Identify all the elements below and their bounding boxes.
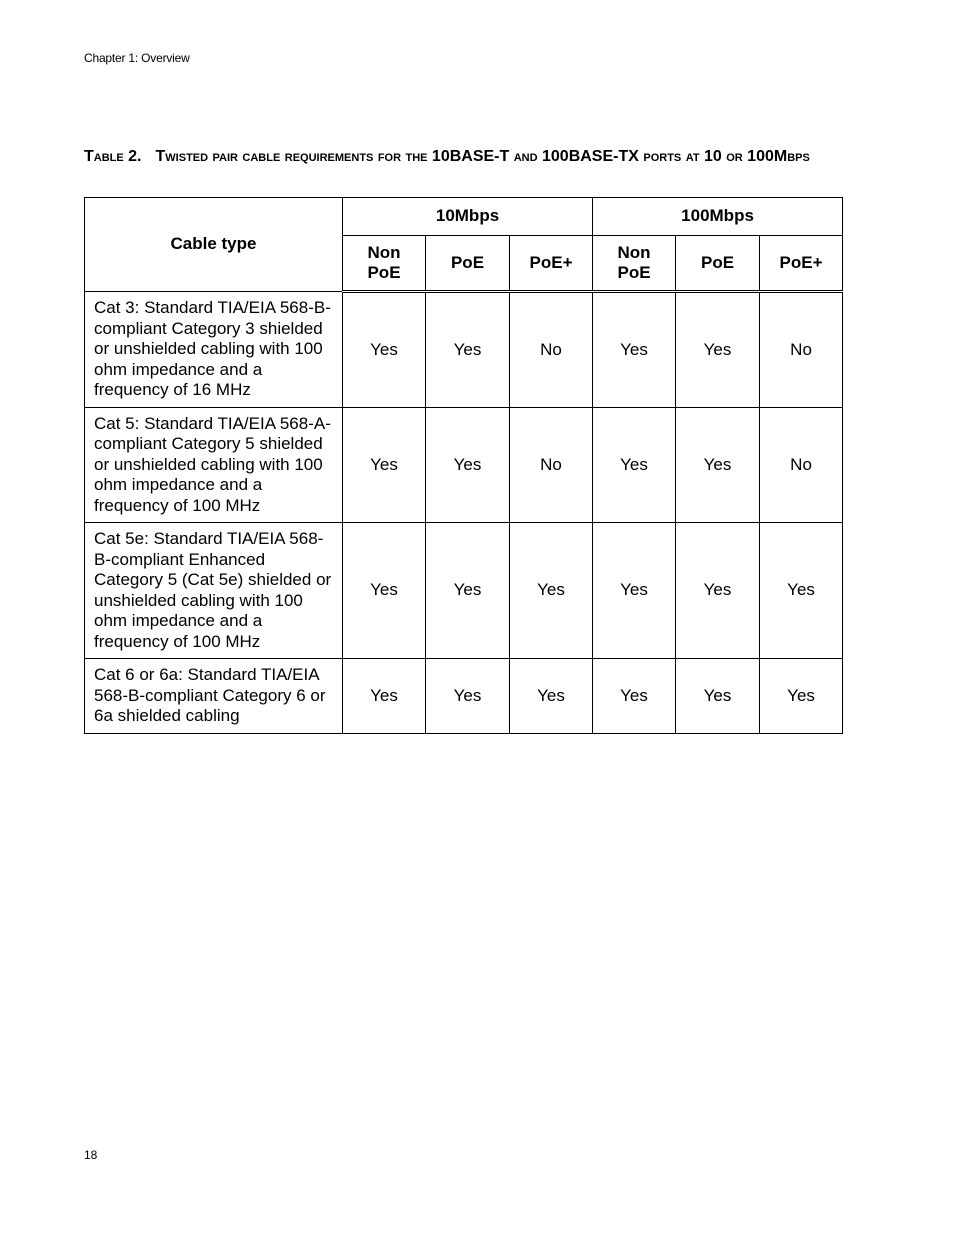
subheader-10-poe: PoE: [426, 236, 510, 292]
cable-description: Cat 5e: Standard TIA/EIA 568-B-compliant Enhanced Category 5 (Cat 5e) shielded or unshielded cabling with 100 ohm impedance and a frequency of 100 MHz: [85, 523, 343, 659]
table-cell: Yes: [593, 292, 676, 408]
table-cell: Yes: [593, 523, 676, 659]
table-cell: Yes: [426, 523, 510, 659]
table-cell: Yes: [760, 659, 843, 734]
table-row: [85, 407, 843, 523]
table-cell: No: [760, 292, 843, 408]
table-caption-title: Twisted pair cable requirements for the 10BASE-T and 100BASE-TX ports at 10 or 100Mbps: [155, 148, 810, 165]
subheader-100-poe-plus: PoE+: [760, 236, 843, 292]
table-cell: Yes: [510, 659, 593, 734]
table-caption-label: Table 2.: [84, 148, 142, 165]
group-header-10mbps: 10Mbps: [343, 198, 593, 236]
table-cell: Yes: [510, 523, 593, 659]
page-number: 18: [84, 1148, 98, 1162]
table-cell: Yes: [593, 407, 676, 523]
subheader-100-non-poe: Non PoE: [593, 236, 676, 292]
table-cell: Yes: [343, 659, 426, 734]
table-caption: [84, 146, 854, 167]
table-cell: Yes: [343, 292, 426, 408]
table-cell: Yes: [426, 659, 510, 734]
subheader-10-non-poe: Non PoE: [343, 236, 426, 292]
cable-description: Cat 5: Standard TIA/EIA 568-A-compliant Category 5 shielded or unshielded cabling with 100 ohm impedance and a frequency of 100 MHz: [85, 407, 343, 523]
table-cell: No: [760, 407, 843, 523]
running-header: Chapter 1: Overview: [84, 51, 190, 65]
table-row: [85, 659, 843, 734]
table-cell: Yes: [676, 292, 760, 408]
cable-type-header: Cable type: [85, 198, 343, 292]
table-row: [85, 292, 843, 408]
table-cell: Yes: [676, 659, 760, 734]
table-cell: Yes: [343, 407, 426, 523]
table-cell: Yes: [593, 659, 676, 734]
table-cell: No: [510, 407, 593, 523]
cable-requirements-table: [84, 197, 843, 734]
table-cell: Yes: [426, 292, 510, 408]
cable-description: Cat 6 or 6a: Standard TIA/EIA 568-B-compliant Category 6 or 6a shielded cabling: [85, 659, 343, 734]
table-cell: Yes: [676, 523, 760, 659]
group-header-100mbps: 100Mbps: [593, 198, 843, 236]
table-row: [85, 523, 843, 659]
table-cell: No: [510, 292, 593, 408]
cable-description: Cat 3: Standard TIA/EIA 568-B-compliant Category 3 shielded or unshielded cabling with 100 ohm impedance and a frequency of 16 MHz: [85, 292, 343, 408]
table-cell: Yes: [760, 523, 843, 659]
table-cell: Yes: [676, 407, 760, 523]
table-cell: Yes: [343, 523, 426, 659]
subheader-100-poe: PoE: [676, 236, 760, 292]
table-cell: Yes: [426, 407, 510, 523]
subheader-10-poe-plus: PoE+: [510, 236, 593, 292]
